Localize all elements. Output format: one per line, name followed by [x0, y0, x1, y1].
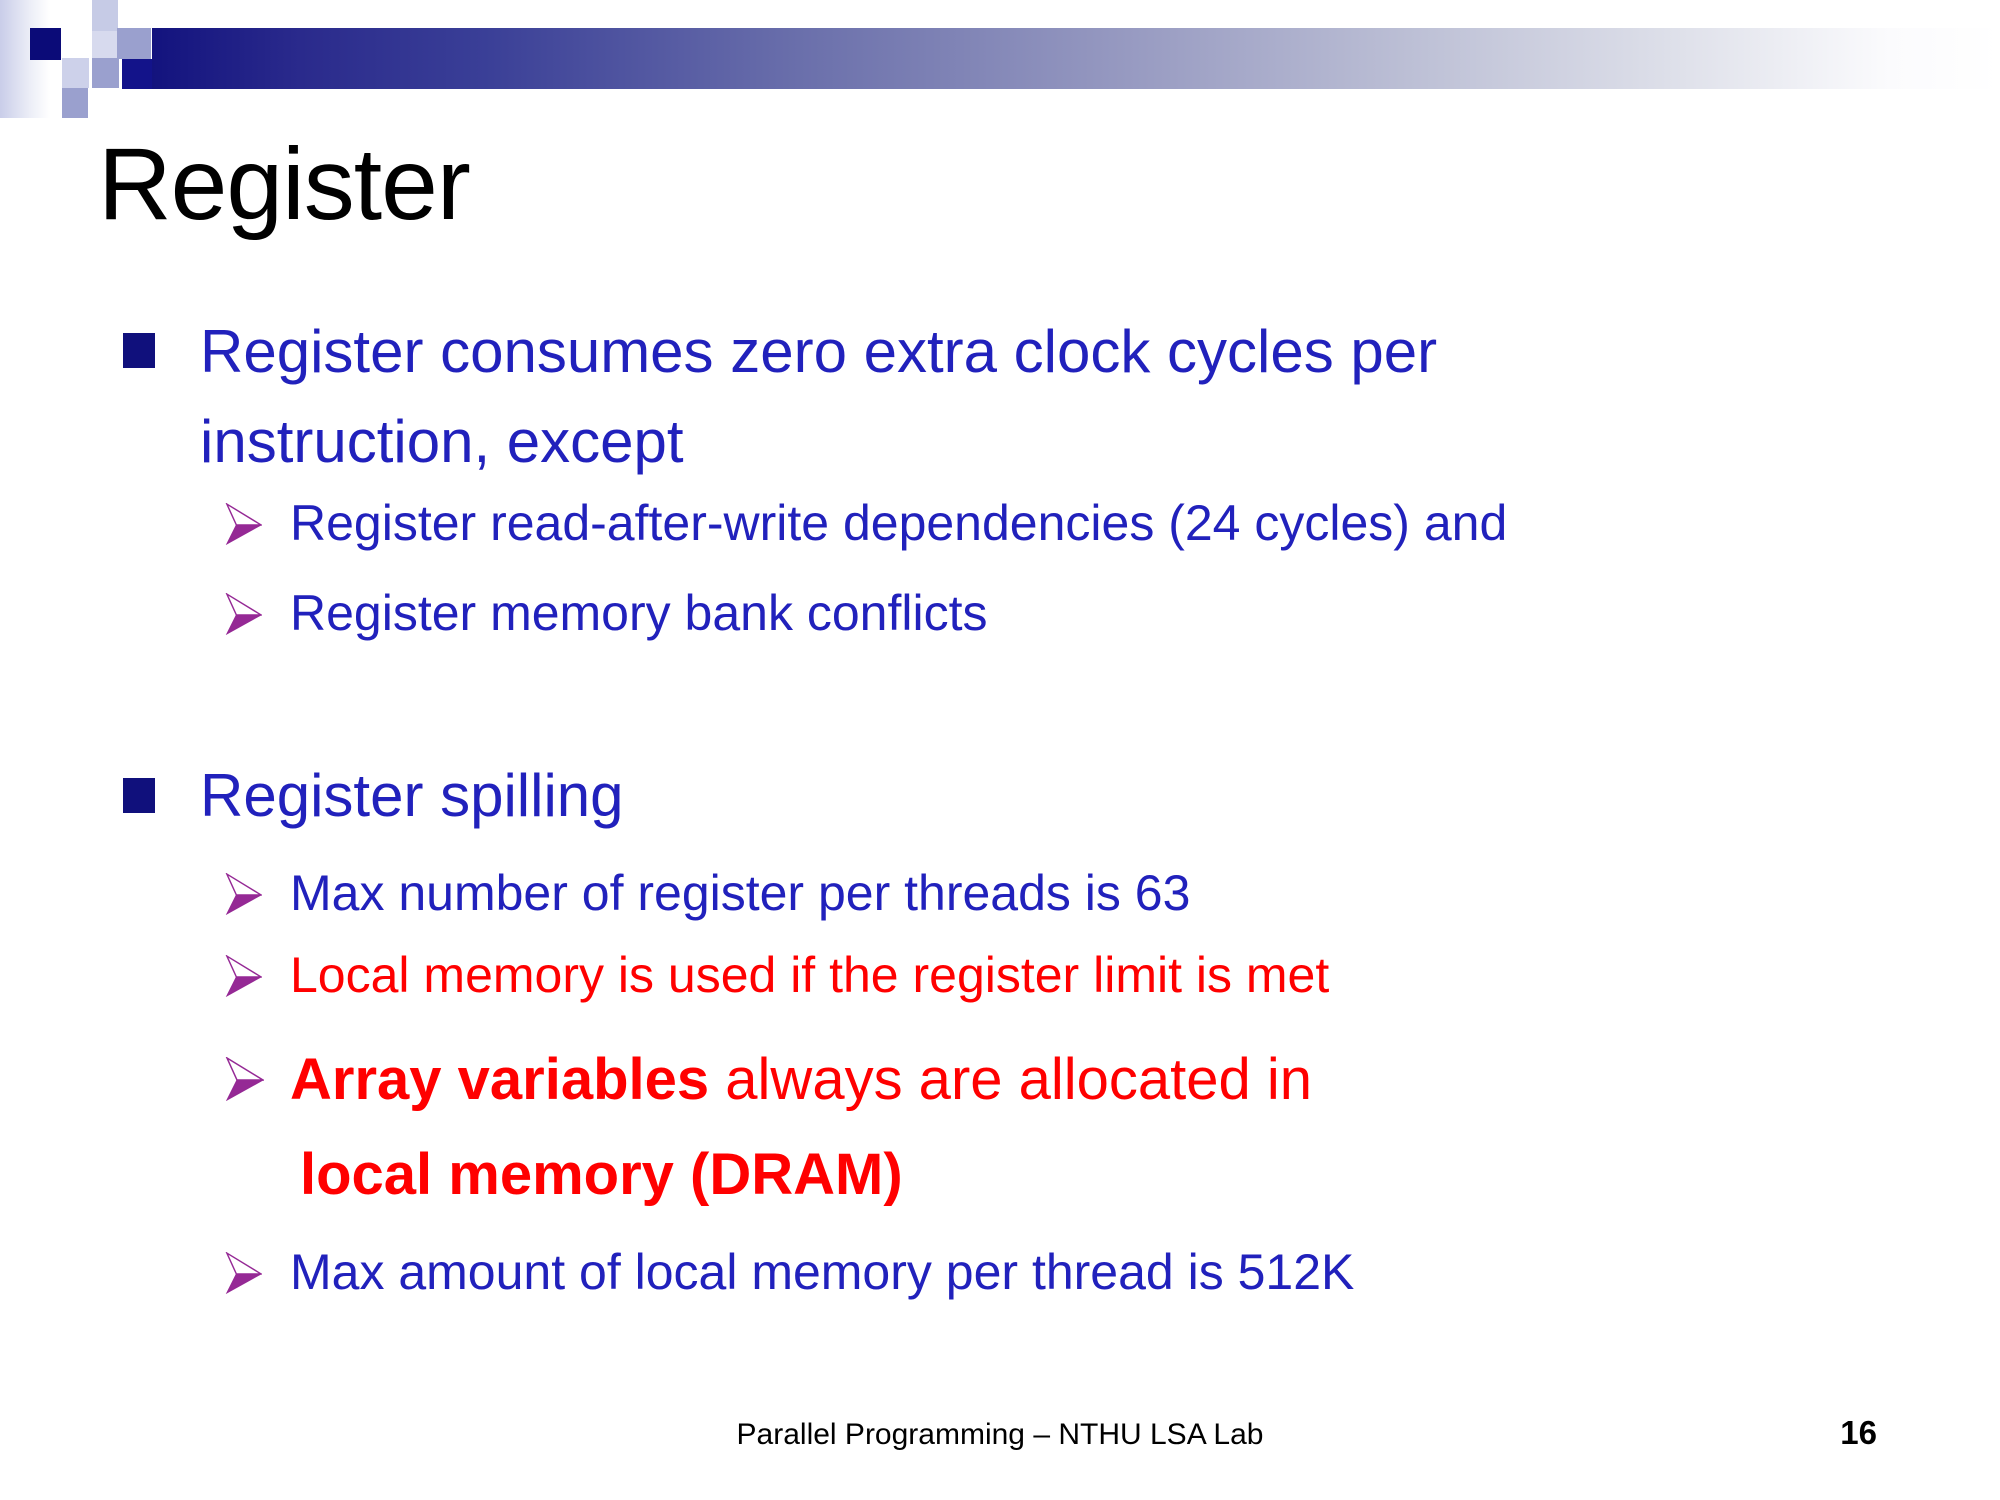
- decor-square: [92, 31, 118, 58]
- sub-bullet-bold-text: Array variables: [290, 1047, 710, 1112]
- arrowhead-bullet-icon: [224, 1057, 264, 1101]
- sub-bullet-bank-conflicts: Register memory bank conflicts: [290, 585, 988, 641]
- page-number: 16: [1840, 1414, 1877, 1451]
- bullet-item-register-spilling: Register spilling: [200, 762, 624, 829]
- sub-bullet-array-variables: [290, 1047, 1313, 1112]
- header-bar: [152, 28, 2000, 89]
- decor-square: [62, 88, 88, 118]
- decor-square: [92, 58, 119, 88]
- sub-bullet-max-registers: Max number of register per threads is 63: [290, 865, 1191, 921]
- decor-square: [117, 28, 151, 59]
- sub-bullet-max-local-memory: Max amount of local memory per thread is 512K: [290, 1244, 1355, 1300]
- decor-square: [92, 0, 118, 31]
- footer-text: Parallel Programming – NTHU LSA Lab: [736, 1418, 1264, 1451]
- decor-square: [30, 28, 61, 60]
- sub-bullet-local-memory-dram: local memory (DRAM): [300, 1142, 903, 1207]
- bullet-line: Register consumes zero extra clock cycles per: [200, 318, 1438, 385]
- arrowhead-bullet-icon: [224, 593, 262, 635]
- sub-bullet-regular-text: always are allocated in: [709, 1047, 1313, 1112]
- decor-square: [62, 58, 89, 88]
- bullet-item-register-cycles: [200, 307, 1437, 487]
- decor-square: [122, 59, 152, 89]
- bullet-line: instruction, except: [200, 408, 684, 475]
- arrowhead-bullet-icon: [224, 503, 262, 545]
- square-bullet-icon: [123, 778, 155, 813]
- arrowhead-bullet-icon: [224, 955, 262, 997]
- sub-bullet-raw-dependencies: Register read-after-write dependencies (24 cycles) and: [290, 495, 1508, 551]
- sub-bullet-local-memory-used: Local memory is used if the register limit is met: [290, 947, 1330, 1003]
- arrowhead-bullet-icon: [224, 1252, 262, 1294]
- arrowhead-bullet-icon: [224, 873, 262, 915]
- square-bullet-icon: [123, 333, 155, 368]
- page-title: Register: [98, 127, 470, 241]
